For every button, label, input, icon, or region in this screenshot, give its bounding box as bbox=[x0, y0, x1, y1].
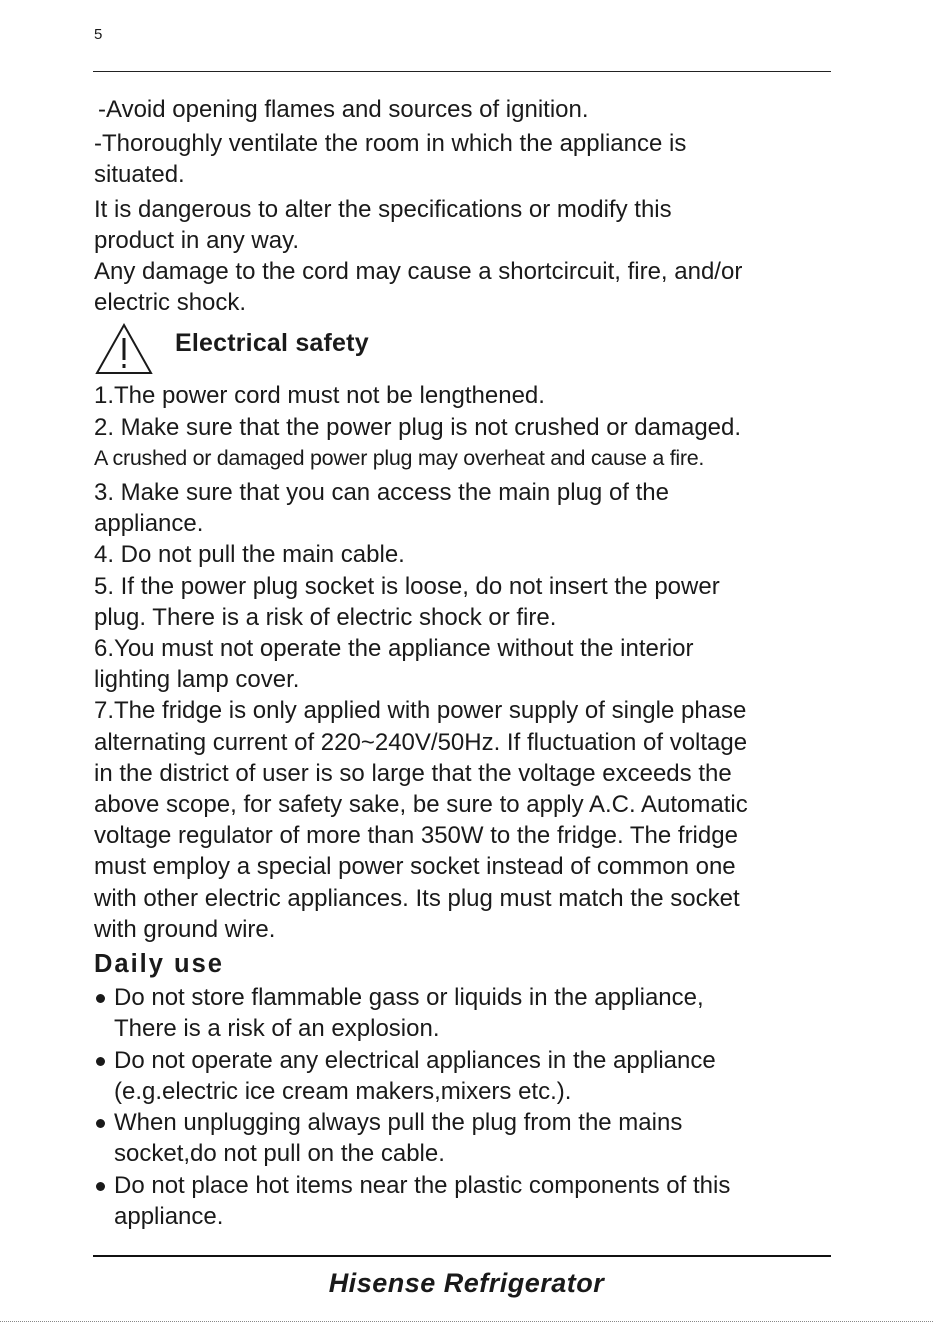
text-line: A crushed or damaged power plug may overheat and cause a fire. bbox=[94, 445, 705, 470]
footer-rule bbox=[93, 1255, 831, 1257]
text-line: above scope, for safety sake, be sure to apply A.C. Automatic bbox=[94, 791, 748, 819]
text-line: 5. If the power plug socket is loose, do not insert the power bbox=[94, 572, 720, 600]
electrical-safety-title: Electrical safety bbox=[175, 329, 369, 358]
text-line: situated. bbox=[94, 161, 185, 189]
list-item bbox=[94, 982, 839, 1044]
text-line: Do not place hot items near the plastic components of this bbox=[114, 1171, 731, 1199]
text-line: lighting lamp cover. bbox=[94, 666, 300, 694]
text-line: It is dangerous to alter the specifications or modify this bbox=[94, 195, 672, 223]
text-line: electric shock. bbox=[94, 289, 247, 317]
bullet-icon bbox=[96, 1182, 105, 1191]
text-line: plug. There is a risk of electric shock or fire. bbox=[94, 603, 557, 631]
text-line: socket,do not pull on the cable. bbox=[114, 1140, 445, 1168]
text-line: product in any way. bbox=[94, 226, 299, 254]
electrical-safety-header bbox=[94, 322, 839, 380]
text-line: 4. Do not pull the main cable. bbox=[94, 541, 405, 569]
bullet-icon bbox=[96, 994, 105, 1003]
text-line: 3. Make sure that you can access the main plug of the bbox=[94, 479, 669, 507]
list-item bbox=[94, 1107, 839, 1169]
text-line: alternating current of 220~240V/50Hz. If fluctuation of voltage bbox=[94, 728, 748, 756]
intro-section bbox=[94, 94, 839, 318]
header-rule bbox=[93, 71, 831, 72]
page-number: 5 bbox=[94, 26, 103, 43]
text-line: Do not operate any electrical appliances in the appliance bbox=[114, 1046, 716, 1074]
text-line: When unplugging always pull the plug from the mains bbox=[114, 1109, 683, 1137]
text-line: -Avoid opening flames and sources of ignition. bbox=[98, 96, 589, 123]
text-line: There is a risk of an explosion. bbox=[114, 1015, 440, 1043]
daily-use-title: Daily use bbox=[94, 950, 224, 979]
warning-triangle-icon bbox=[94, 322, 154, 376]
text-line: in the district of user is so large that the voltage exceeds the bbox=[94, 759, 732, 787]
text-line: 6.You must not operate the appliance without the interior bbox=[94, 635, 694, 663]
text-line: 2. Make sure that the power plug is not crushed or damaged. bbox=[94, 413, 742, 441]
text-line: Any damage to the cord may cause a shortcircuit, fire, and/or bbox=[94, 258, 743, 286]
text-line: appliance. bbox=[114, 1202, 224, 1230]
text-line: 1.The power cord must not be lengthened. bbox=[94, 382, 545, 410]
electrical-safety-list bbox=[94, 380, 839, 945]
text-line: must employ a special power socket instead of common one bbox=[94, 853, 736, 881]
bullet-icon bbox=[96, 1119, 105, 1128]
footer-brand: Hisense Refrigerator bbox=[328, 1268, 605, 1298]
text-line: -Thoroughly ventilate the room in which the appliance is bbox=[94, 130, 687, 158]
text-line: with other electric appliances. Its plug must match the socket bbox=[94, 884, 740, 912]
page-edge-divider bbox=[0, 1321, 933, 1322]
text-line: voltage regulator of more than 350W to the fridge. The fridge bbox=[94, 822, 738, 850]
bullet-icon bbox=[96, 1057, 105, 1066]
text-line: (e.g.electric ice cream makers,mixers etc.). bbox=[114, 1077, 572, 1105]
list-item bbox=[94, 1170, 839, 1232]
list-item bbox=[94, 1045, 839, 1107]
page-content bbox=[94, 94, 839, 1232]
text-line: Do not store flammable gass or liquids in the appliance, bbox=[114, 984, 704, 1012]
text-line: 7.The fridge is only applied with power supply of single phase bbox=[94, 697, 747, 725]
text-line: appliance. bbox=[94, 510, 204, 538]
daily-use-list bbox=[94, 982, 839, 1232]
text-line: with ground wire. bbox=[94, 915, 276, 943]
